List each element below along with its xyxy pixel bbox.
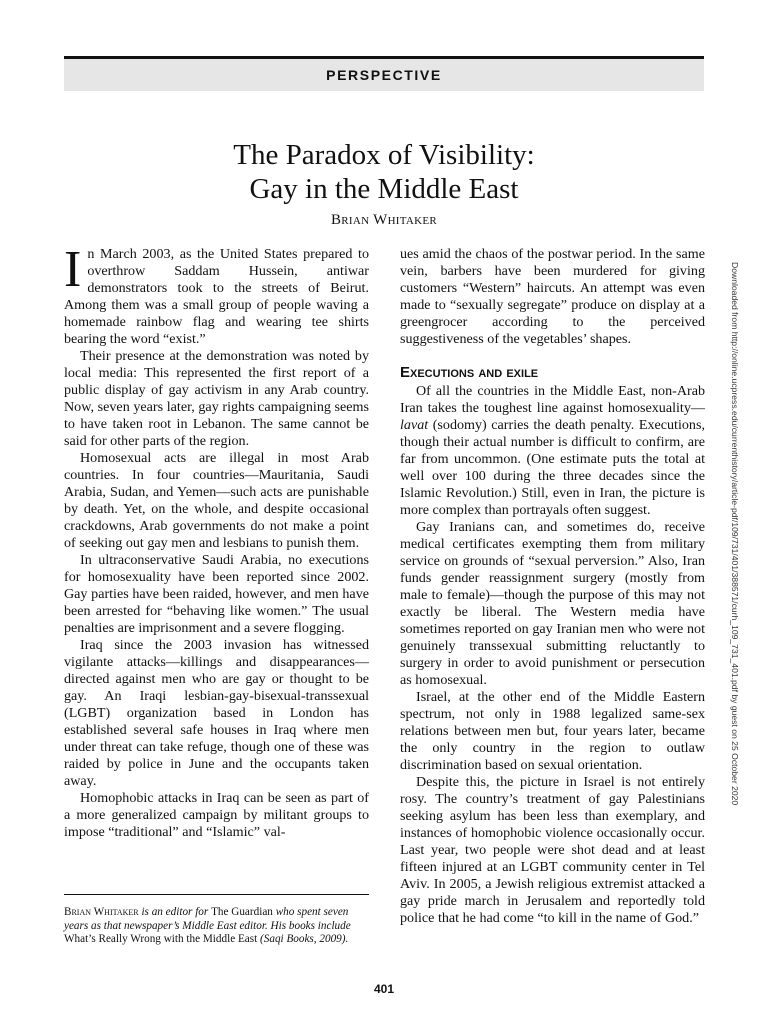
paragraph-7 — [400, 383, 705, 519]
paragraph-1-text: n March 2003, as the United States prepared to overthrow Saddam Hussein, antiwar demonstrators took to the streets of Beirut. Among them was a small group of people waving a homemade rainbow flag and wearing tee shirts bearing the word “exist.” — [64, 246, 369, 347]
abbr-lgbt: LGBT — [68, 705, 106, 721]
title-line-2: Gay in the Middle East — [249, 173, 519, 205]
page-number: 401 — [373, 982, 395, 996]
paragraph-6-continued: ues amid the chaos of the postwar period. In the same vein, barbers have been murdered for giving customers “Western” haircuts. An attempt was even made to “sexually segregate” produce on display at a greengrocer according to the perceived suggestiveness of the vegetables’ shapes. — [400, 246, 705, 347]
right-column — [400, 246, 705, 927]
paragraph-5-text-a: Iraq since the 2003 invasion has witnessed vigilante attacks—killings and disappearances—directed against men who are gay or thought to be gay. An Iraqi lesbian-gay-bisexual-transsexual ( — [64, 637, 369, 721]
paragraph-9: Israel, at the other end of the Middle Eastern spectrum, not only in 1988 legalized same-sex relations between men but, four years later, became the only country in the region to outlaw discrimination based on sexual orientation. — [400, 689, 705, 773]
paragraph-5-text-b: ) organization based in London has established several safe houses in Iraq where men under threat can take refuge, though one of these was raided by police in June and the occupants taken away. — [64, 705, 369, 789]
footnote-rule — [64, 894, 369, 895]
bio-name: Brian Whitaker — [64, 906, 139, 918]
author-bio — [64, 906, 369, 947]
section-heading: Executions and exile — [400, 364, 539, 381]
article-title — [64, 138, 704, 206]
section-label: PERSPECTIVE — [326, 67, 442, 83]
paragraph-7-text-b: (sodomy) carries the death penalty. Executions, though their actual number is difficult to confirm, are far from uncommon. (One estimate puts the total at well over 100 during the three decades since the Islamic Revolution.) Still, even in Iran, the picture is more complex than portrayals often suggest. — [400, 417, 705, 518]
bio-publication: The Guardian — [211, 906, 273, 918]
paragraph-8: Gay Iranians can, and sometimes do, receive medical certificates exempting them from military service on grounds of “sexual perversion.” Also, Iran funds gender reassignment surgery (mostly from male to female)—though the purpose of this may not exactly be liberal. The Western media have sometimes reported on gay Iranian men who were not genuinely transsexual submitting reluctantly to surgery in order to avoid punishment or persecution as homosexual. — [400, 519, 705, 688]
title-line-1: The Paradox of Visibility: — [233, 139, 535, 171]
drop-cap: I — [64, 241, 82, 298]
bio-text-3: (Saqi Books, 2009). — [257, 933, 349, 945]
bio-text-1: is an editor for — [138, 906, 212, 918]
paragraph-7-text-a: Of all the countries in the Middle East, non-Arab Iran takes the toughest line against homosexuality— — [400, 383, 705, 416]
paragraph-1 — [64, 241, 369, 348]
author-byline: Brian Whitaker — [330, 212, 438, 228]
paragraph-5 — [64, 637, 369, 790]
paragraph-6: Homophobic attacks in Iraq can be seen as part of a more generalized campaign by militant groups to impose “traditional” and “Islamic” val- — [64, 790, 369, 840]
paragraph-10-text-b: community center in Tel Aviv. In 2005, a Jewish religious extremist attacked a gay pride march in Jerusalem and reportedly told police that he had come “to kill in the name of God.” — [400, 859, 705, 926]
section-header — [64, 59, 704, 91]
term-lavat: lavat — [400, 417, 429, 433]
bio-book-title: What’s Really Wrong with the Middle East — [64, 933, 258, 945]
paragraph-10 — [400, 774, 705, 927]
paragraph-10-text-a: Despite this, the picture in Israel is not entirely rosy. The country’s treatment of gay Palestinians seeking asylum has been less than exemplary, and instances of homophobic violence occasionally occur. Last year, two people were shot dead and at least fifteen injured at an — [400, 774, 705, 875]
paragraph-4: In ultraconservative Saudi Arabia, no executions for homosexuality have been reported since 2002. Gay parties have been raided, however, and men have been arrested for “behaving like women.” The usual penalties are imprisonment and a severe flogging. — [64, 552, 369, 636]
bio-text-2: who spent seven years as that newspaper’s Middle East editor. His books include — [64, 906, 351, 932]
abbr-lgbt-2: LGBT — [520, 859, 558, 875]
paragraph-3: Homosexual acts are illegal in most Arab countries. In four countries—Mauritania, Saudi Arabia, Sudan, and Yemen—such acts are punishable by death. Yet, on the whole, and despite occasional crackdowns, Arab governments do not make a point of seeking out gay men and lesbians to punish them. — [64, 450, 369, 551]
paragraph-2: Their presence at the demonstration was noted by local media: This represented the first report of a public display of gay activism in any Arab country. Now, seven years later, gay rights campaigning seems to have taken root in Lebanon. The same cannot be said for other parts of the region. — [64, 348, 369, 449]
left-column — [64, 241, 369, 841]
download-notice: Downloaded from http://online.ucpress.edu/currenthistory/article-pdf/109/731/401/388571/curh_109_731_401.pdf by guest on 25 October 2020 — [730, 262, 740, 806]
